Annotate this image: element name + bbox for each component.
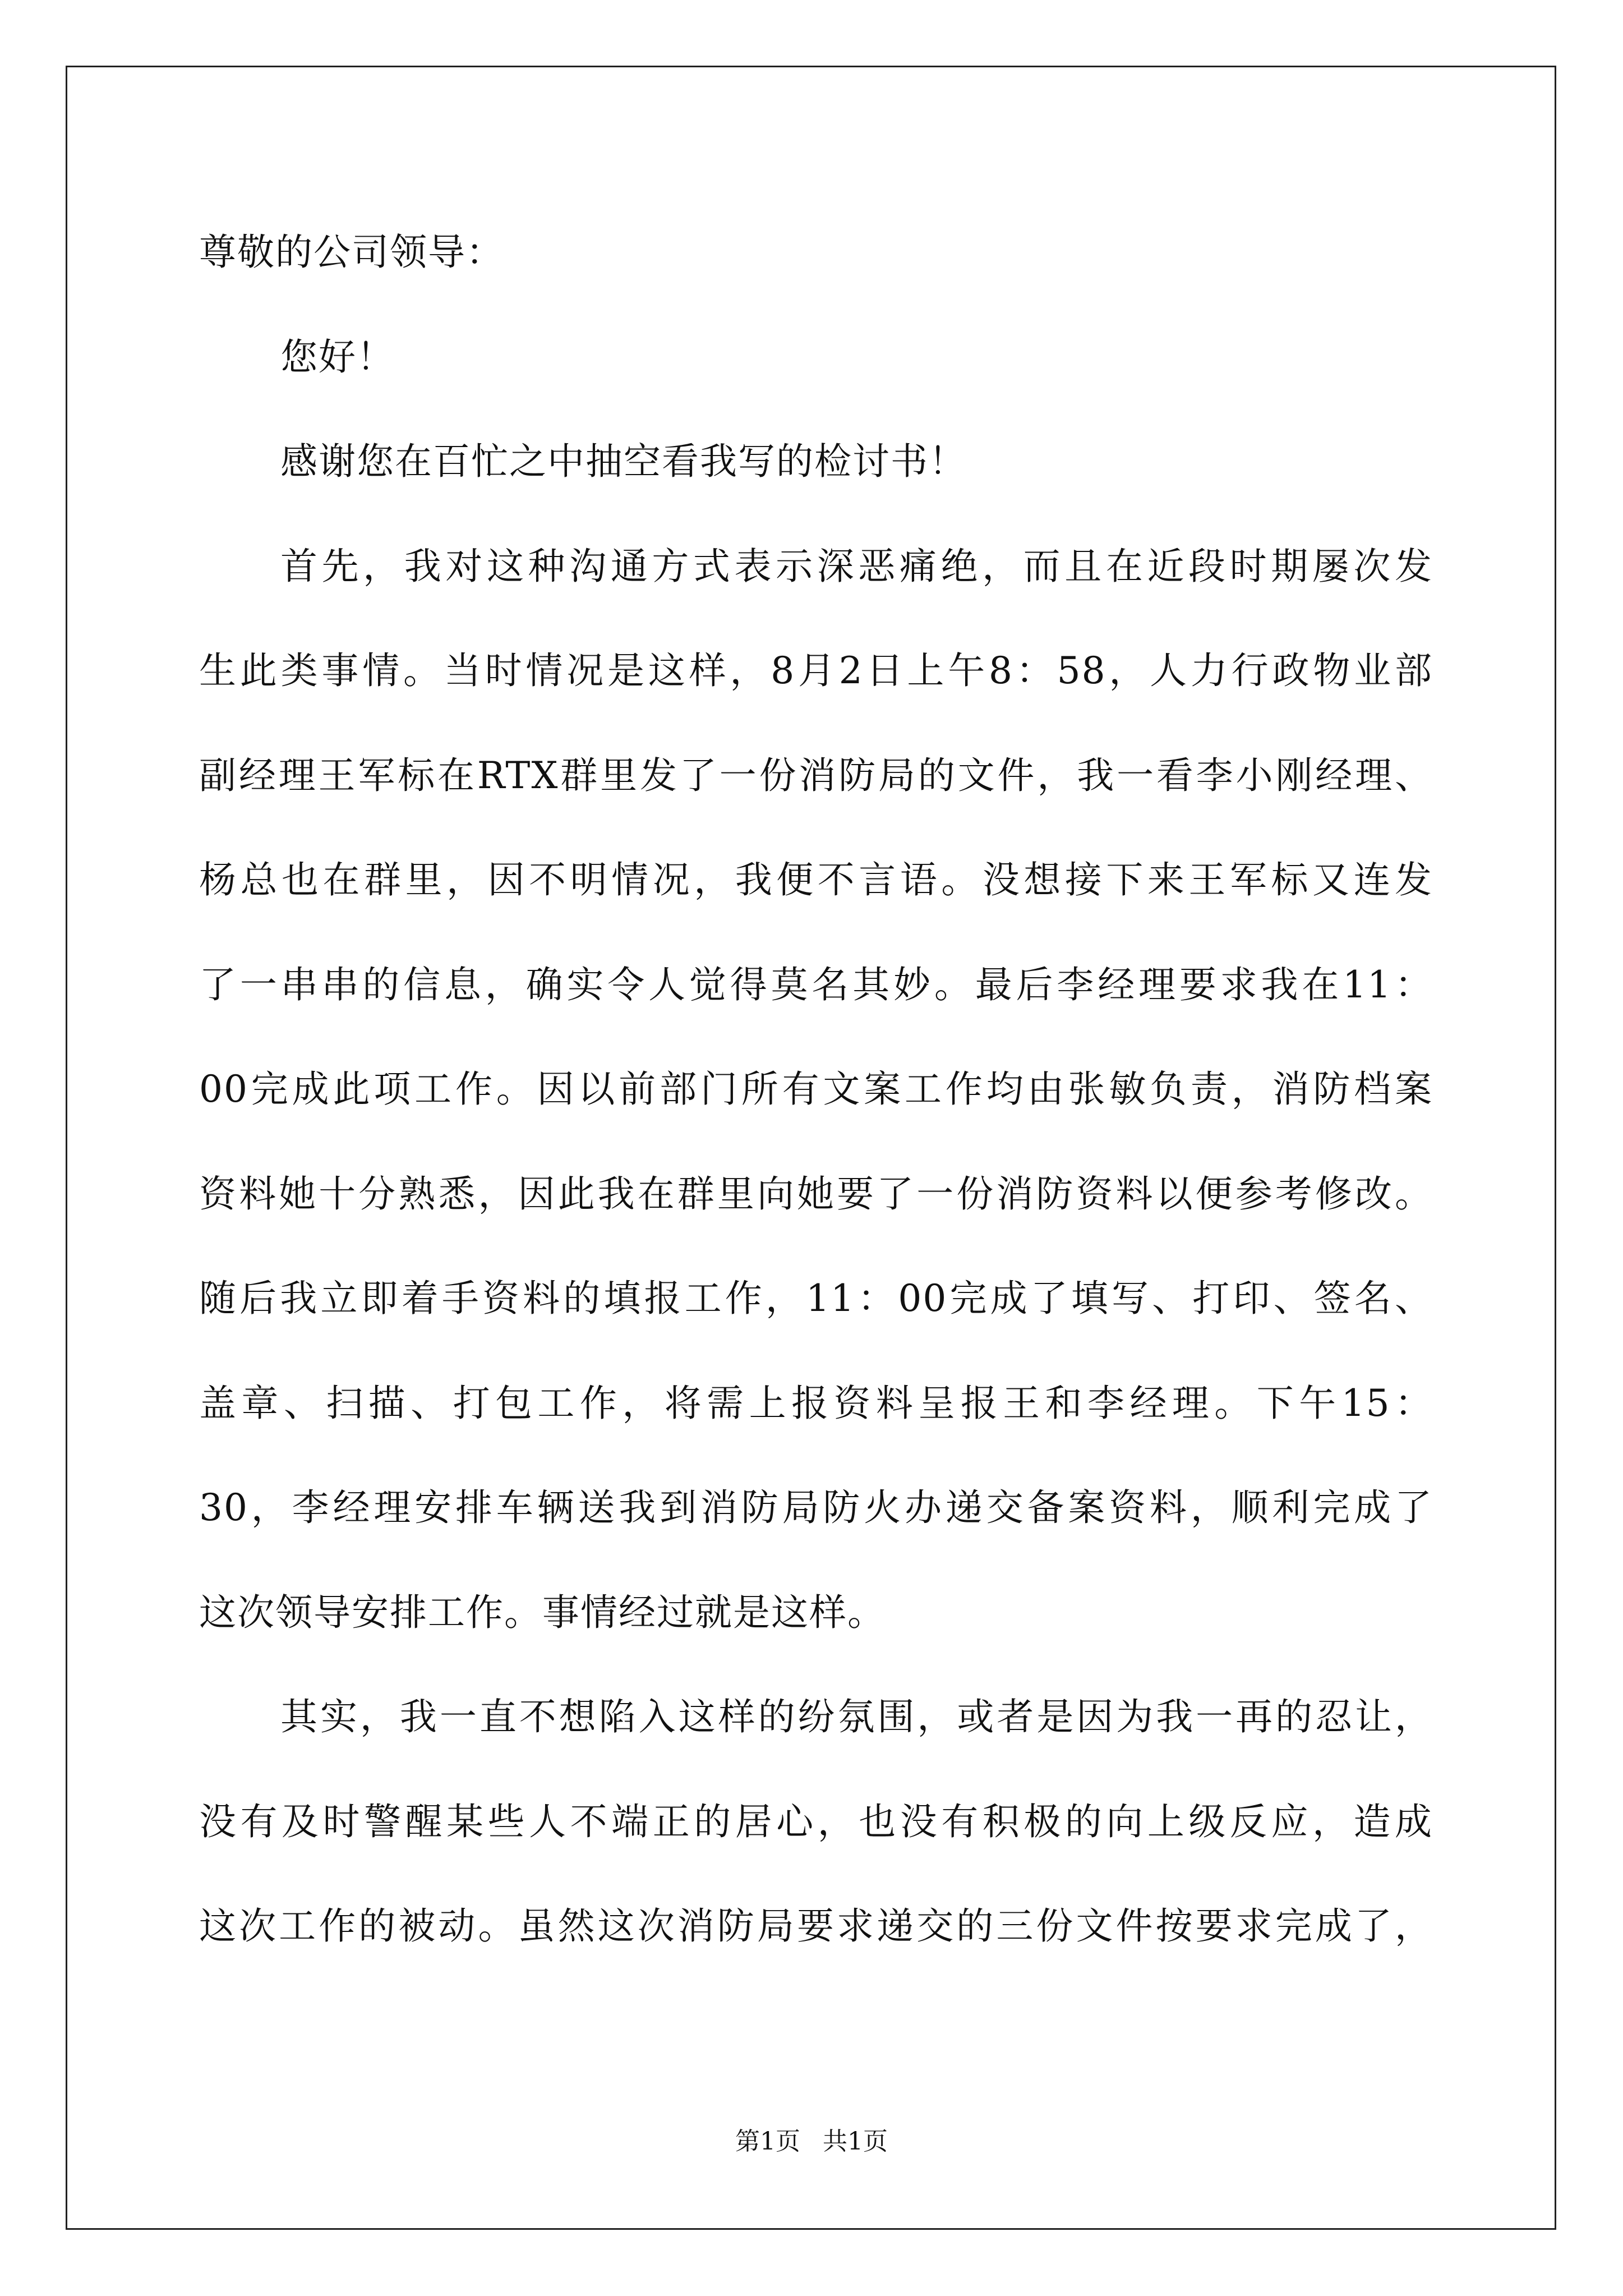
paragraph-line: 随后我立即着手资料的填报工作，11：00完成了填写、打印、签名、 [199, 1277, 1433, 1320]
paragraph-line: 资料她十分熟悉，因此我在群里向她要了一份消防资料以便参考修改。 [199, 1172, 1433, 1216]
paragraph-line: 杨总也在群里，因不明情况，我便不言语。没想接下来王军标又连发 [199, 858, 1433, 901]
salutation: 尊敬的公司领导： [199, 231, 504, 274]
paragraph-line: 首先，我对这种沟通方式表示深恶痛绝，而且在近段时期屡次发 [280, 545, 1433, 588]
paragraph-line: 副经理王军标在RTX群里发了一份消防局的文件，我一看李小刚经理、 [199, 754, 1433, 797]
paragraph-line: 00完成此项工作。因以前部门所有文案工作均由张敏负责，消防档案 [199, 1068, 1433, 1111]
page-footer [0, 2125, 1623, 2159]
page-number: 第1页 [735, 2127, 800, 2156]
greeting: 您好！ [280, 335, 395, 379]
paragraph-line: 这次领导安排工作。事情经过就是这样。 [199, 1591, 886, 1634]
paragraph-line: 这次工作的被动。虽然这次消防局要求递交的三份文件按要求完成了， [199, 1904, 1433, 1948]
thanks-line: 感谢您在百忙之中抽空看我写的检讨书！ [280, 440, 967, 483]
page-total: 共1页 [823, 2127, 888, 2156]
paragraph-line: 生此类事情。当时情况是这样，8月2日上午8：58，人力行政物业部 [199, 649, 1433, 692]
paragraph-line: 了一串串的信息，确实令人觉得莫名其妙。最后李经理要求我在11： [199, 963, 1433, 1006]
paragraph-line: 其实，我一直不想陷入这样的纷氛围，或者是因为我一再的忍让， [280, 1695, 1433, 1738]
paragraph-line: 盖章、扫描、打包工作，将需上报资料呈报王和李经理。下午15： [199, 1382, 1433, 1425]
paragraph-line: 没有及时警醒某些人不端正的居心，也没有积极的向上级反应，造成 [199, 1800, 1433, 1843]
paragraph-line: 30，李经理安排车辆送我到消防局防火办递交备案资料，顺利完成了 [199, 1486, 1433, 1529]
